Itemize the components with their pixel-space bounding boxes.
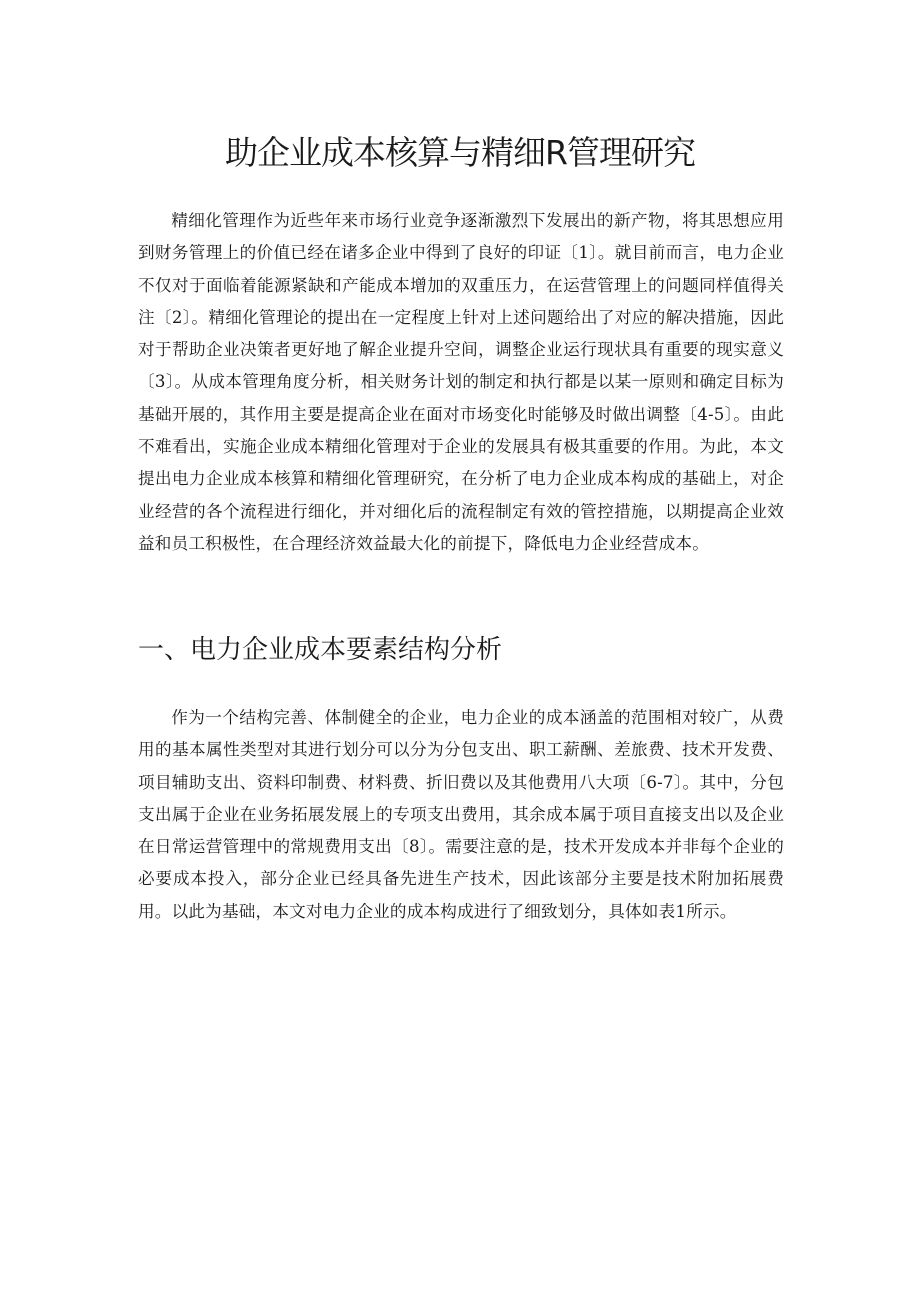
document-title: 助企业成本核算与精细R管理研究 <box>225 133 695 172</box>
intro-paragraph: 精细化管理作为近些年来市场行业竞争逐渐激烈下发展出的新产物，将其思想应用到财务管理上的价值已经在诸多企业中得到了良好的印证〔1〕。就目前而言，电力企业不仅对于面临着能源紧缺和产能成本增加的双重压力，在运营管理上的问题同样值得关注〔2〕。精细化管理论的提出在一定程度上针对上述问题给出了对应的解决措施，因此对于帮助企业决策者更好地了解企业提升空间，调整企业运行现状具有重要的现实意义〔3〕。从成本管理角度分析，相关财务计划的制定和执行都是以某一原则和确定目标为基础开展的，其作用主要是提高企业在面对市场变化时能够及时做出调整〔4-5〕。由此不难看出，实施企业成本精细化管理对于企业的发展具有极其重要的作用。为此，本文提出电力企业成本核算和精细化管理研究，在分析了电力企业成本构成的基础上，对企业经营的各个流程进行细化，并对细化后的流程制定有效的管控措施，以期提高企业效益和员工积极性，在合理经济效益最大化的前提下，降低电力企业经营成本。 <box>138 211 784 553</box>
section-heading: 一、电力企业成本要素结构分析 <box>138 635 503 665</box>
section-paragraph: 作为一个结构完善、体制健全的企业，电力企业的成本涵盖的范围相对较广，从费用的基本属性类型对其进行划分可以分为分包支出、职工薪酬、差旅费、技术开发费、项目辅助支出、资料印制费、材料费、折旧费以及其他费用八大项〔6-7〕。其中，分包支出属于企业在业务拓展发展上的专项支出费用，其余成本属于项目直接支出以及企业在日常运营管理中的常规费用支出〔8〕。需要注意的是，技术开发成本并非每个企业的必要成本投入，部分企业已经具备先进生产技术，因此该部分主要是技术附加拓展费用。以此为基础，本文对电力企业的成本构成进行了细致划分，具体如表1所示。 <box>138 708 784 921</box>
